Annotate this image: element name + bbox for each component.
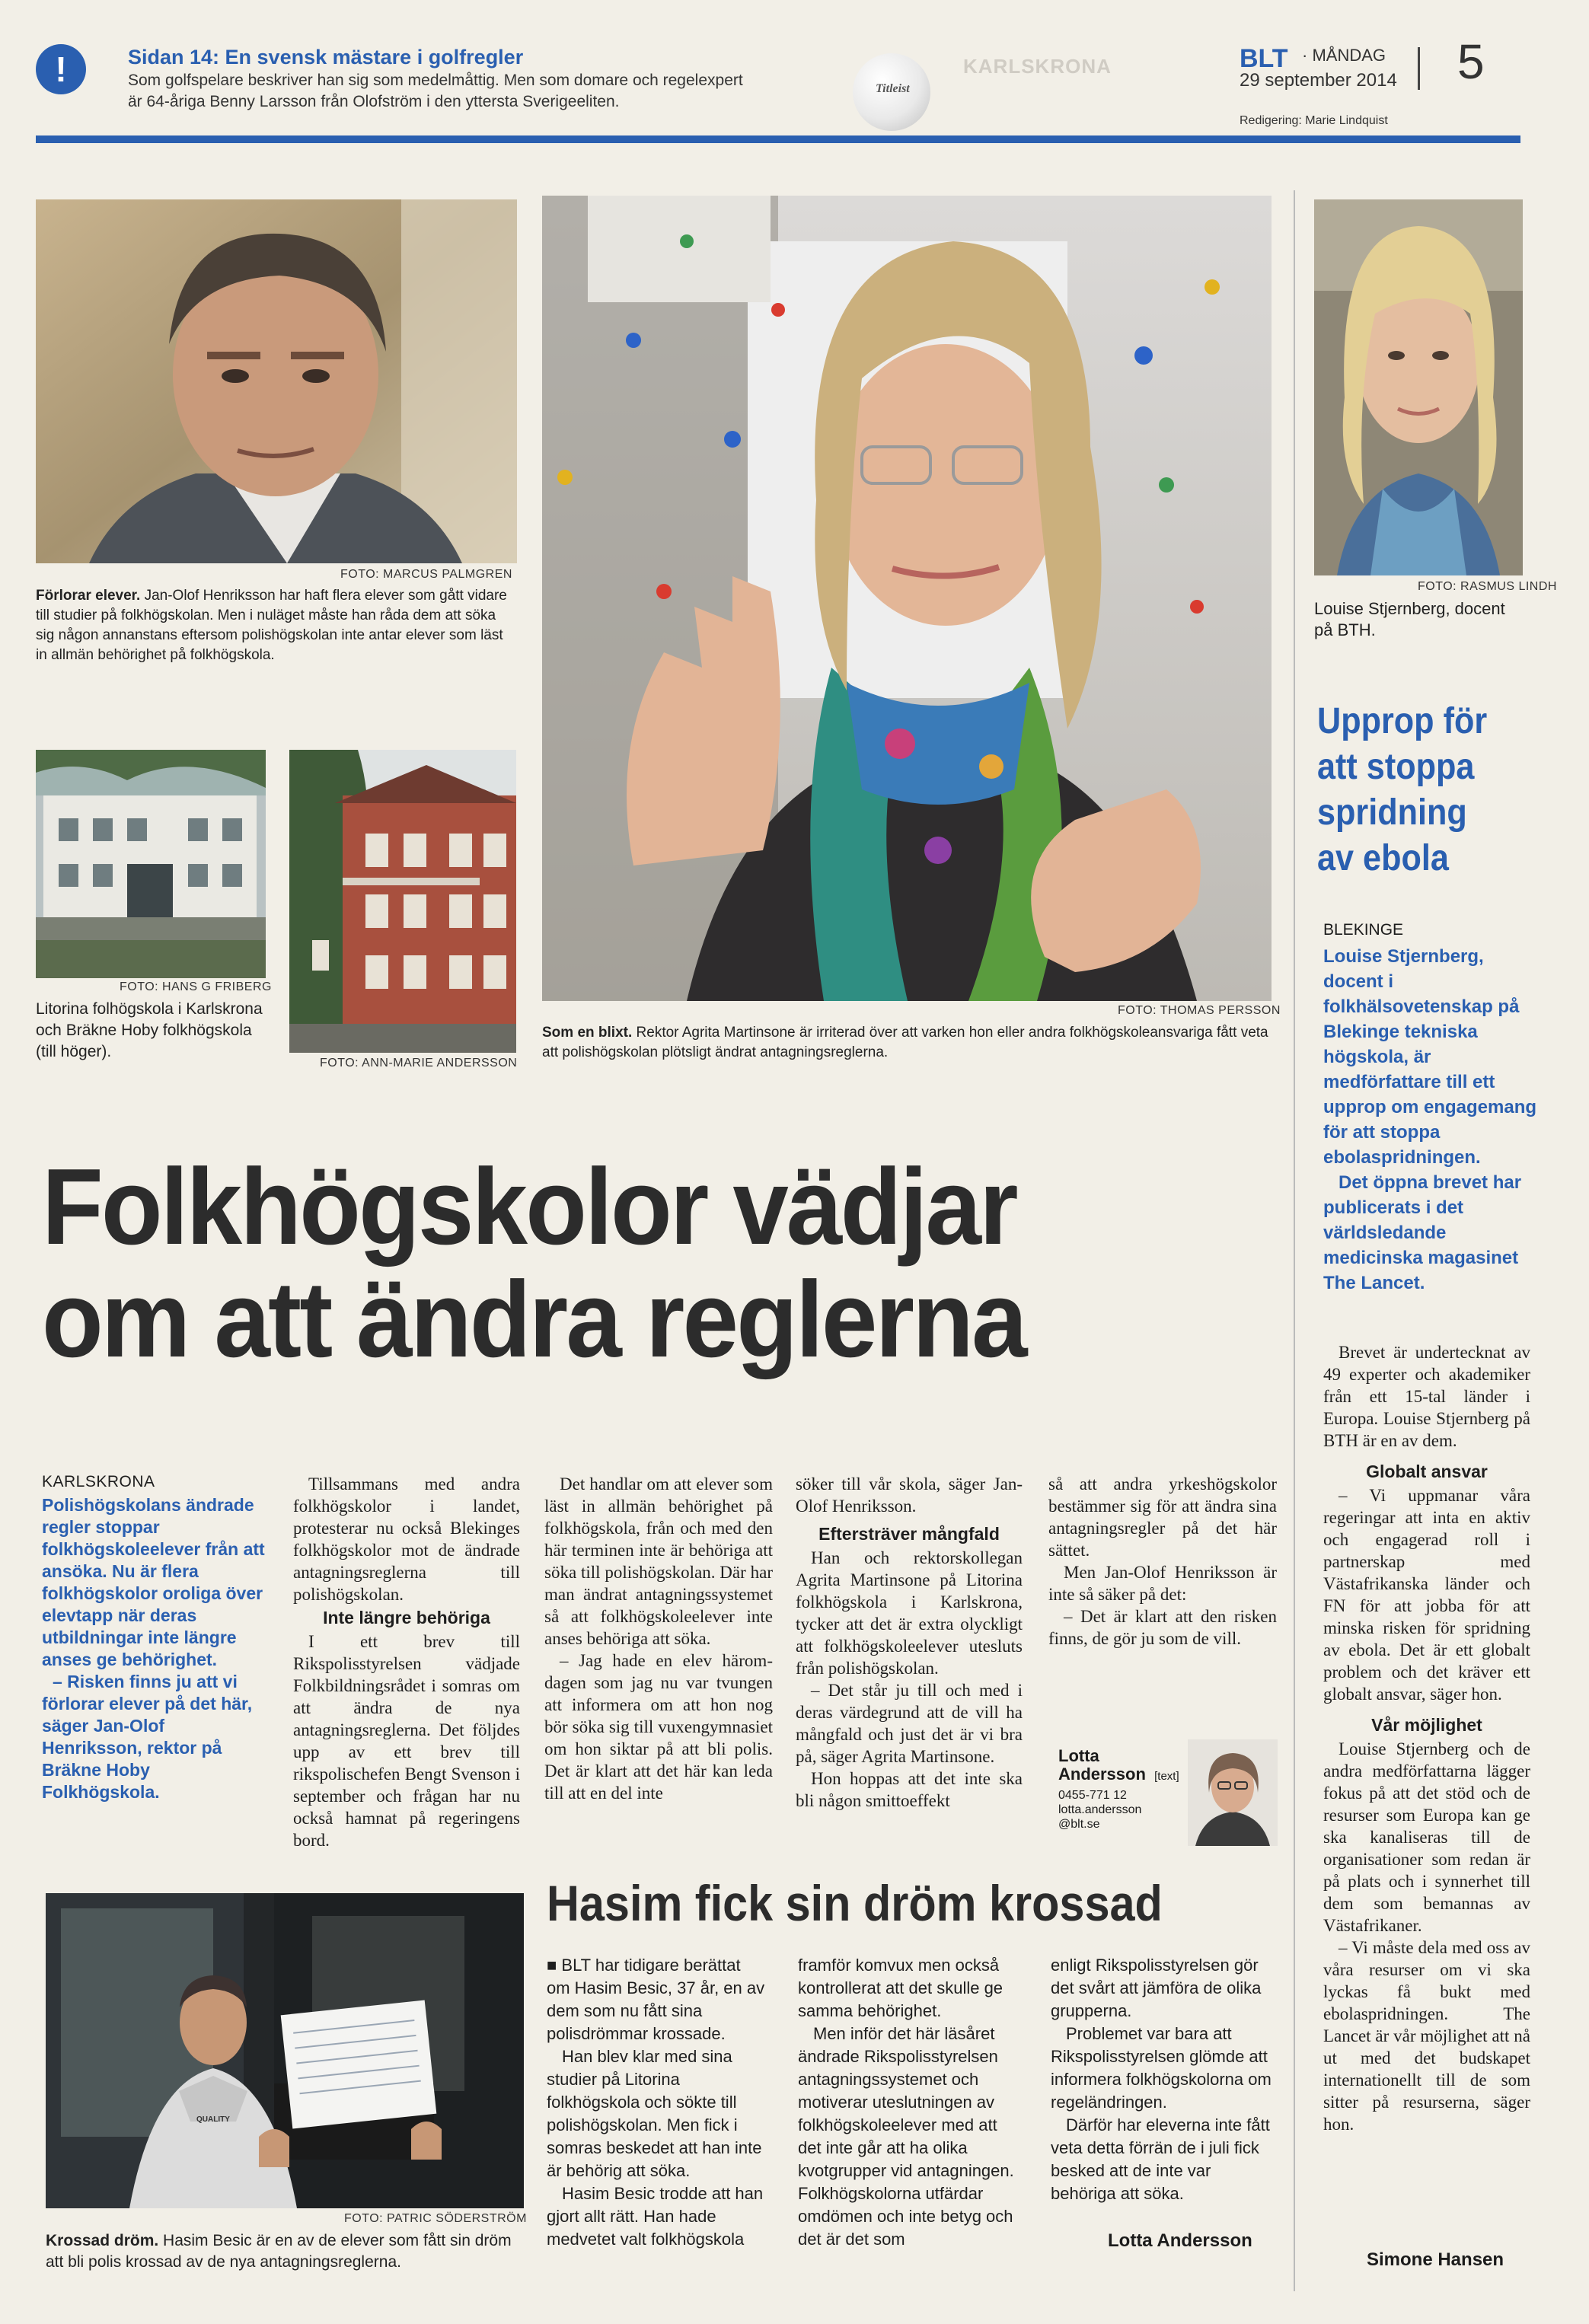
author-contact [1058, 1788, 1141, 1831]
headline-line: Upprop för [1317, 701, 1488, 741]
photo-hasim-besic [46, 1893, 524, 2208]
author-name [1058, 1747, 1179, 1786]
teaser-line: är 64-åriga Benny Larsson från Olofström i den yttersta Sverigeeliten. [128, 93, 620, 110]
dateline: KARLSKRONA [42, 1473, 155, 1490]
article-column-4 [796, 1473, 1023, 1812]
ingress-paragraph: Louise Stjernberg, docent i folkhälsovetenskap på Blekinge tekniska högskola, är medförfattare till ett upprop om engagemang för att stoppa ebolaspridningen. [1323, 946, 1537, 1168]
body-paragraph: Därför har eleverna inte fått veta detta förrän de i juli fick besked att de inte var behöriga att söka. [1051, 2115, 1270, 2203]
ebola-ingress [1323, 944, 1536, 1296]
ebola-subheading: Vår möjlighet [1371, 1715, 1482, 1735]
photo-litorina-folkhogskola [36, 750, 266, 978]
photo-credit: FOTO: THOMAS PERSSON [1118, 1004, 1281, 1017]
caption-lead: Krossad dröm. [46, 2232, 159, 2249]
hasim-byline: Lotta Andersson [1108, 2230, 1252, 2251]
photo-brakne-hoby-folkhogskola [289, 750, 516, 1053]
caption-litorina: Litorina folhögskola i Karlskrona och Bräkne Hoby folkhögskola (till höger). [36, 1000, 263, 1060]
caption-rektor [542, 1023, 1272, 1063]
author-email[interactable]: lotta.andersson [1058, 1803, 1142, 1816]
body-paragraph: Han blev klar med sina studier på Litorina folkhögskola och sökte till polishögskolan. Men fick i somras beskedet att han inte är behörig att söka. [547, 2047, 762, 2180]
body-paragraph: Problemet var bara att Rikspolisstyrelsen glömde att informera folkhögskolorna om regeländringen. [1051, 2024, 1272, 2112]
header-rule [36, 135, 1520, 143]
teaser-body [128, 70, 828, 113]
author-name-text: Lotta Andersson [1058, 1746, 1146, 1784]
headline-line: av ebola [1317, 838, 1449, 878]
author-role: [text] [1154, 1770, 1179, 1783]
body-paragraph: – Jag hade en elev häromdagen som jag nu var tvungen att informera om att hon nog bör söka sig till vuxengymnasiet om hon siktar på att bli polis. Det är klart att det här kan leda till att en del inte [544, 1651, 773, 1803]
main-headline[interactable] [42, 1146, 1026, 1380]
page-number: 5 [1457, 34, 1485, 89]
author-email[interactable]: @blt.se [1058, 1818, 1100, 1831]
body-paragraph: – Vi måste dela med oss av våra resurser om vi ska lyckas få bukt med ebolaspridningen. The Lancet är vår möjlighet att nå ut med det budskapet internationellt till de som sitter på resurserna, säger hon. [1323, 1938, 1530, 2134]
issue-date: 29 september 2014 [1240, 70, 1397, 91]
article-subheading: Eftersträver mångfald [818, 1524, 1000, 1544]
photo-louise-stjernberg [1314, 199, 1523, 575]
body-paragraph: I ett brev till Rikspolisstyrelsen vädjade Folkbildningsrådet i somras om att ändra de nya antagningsreglerna. Det följdes upp av ett brev till rikspolischefen Bengt Svenson i september och frågan har nu också hamnat på regeringens bord. [293, 1632, 520, 1850]
sidebar-divider [1294, 190, 1295, 2291]
article-column-1 [42, 1473, 269, 1803]
ingress-paragraph: Det öppna brevet har publicerats i det världsledande medicinska magasinet The Lancet. [1323, 1172, 1522, 1293]
body-paragraph: Louise Stjernberg och de andra medförfattarna lägger fokus på att det stöd och de resurser som Europa kan ge ska kanaliseras till de organisationer som redan är på plats och i synnerhet till dem som bemannas av Västafrikaner. [1323, 1739, 1530, 1935]
article-ingress-quote: – Risken finns ju att vi förlorar elever på det här, säger Jan-Olof Henriksson, rektor på Bräkne Hoby Folkhögskola. [42, 1672, 253, 1802]
body-paragraph: söker till vår skola, säger Jan-Olof Henriksson. [796, 1474, 1023, 1516]
divider [1418, 47, 1420, 90]
ebola-dateline: BLEKINGE [1323, 921, 1404, 939]
teaser-line: Som golfspelare beskriver han sig som medelmåttig. Men som domare och regelexpert [128, 72, 743, 89]
body-paragraph: Hon hoppas att det inte ska bli någon smittoeffekt [796, 1769, 1023, 1810]
body-paragraph: Tillsammans med andra folkhögskolor i landet, protesterar nu också Blekinges folkhögskolor mot de ändrade antagningsreglerna till polishögskolan. [293, 1474, 520, 1604]
photo-credit: FOTO: PATRIC SÖDERSTRÖM [344, 2212, 527, 2225]
body-paragraph: Men inför det här läsåret ändrade Rikspolisstyrelsen antagningssystemet och motiverar uteslutningen av folkhögskoleelever med att det inte går att ha olika kvotgrupper vid antagningen. Folkhögskolorna utfärdar omdömen och inte betyg och det är det som [798, 2024, 1014, 2249]
ebola-headline[interactable] [1317, 699, 1487, 881]
body-paragraph: Hasim Besic trodde att han gjort allt rätt. Han hade medvetet valt folkhögskola [547, 2184, 764, 2249]
blt-logo: BLT [1240, 44, 1288, 73]
caption-hasim [46, 2230, 524, 2273]
photo-credit: FOTO: RASMUS LINDH [1418, 580, 1557, 593]
photo-jan-olof-henriksson [36, 199, 517, 563]
editor-credit: Redigering: Marie Lindquist [1240, 114, 1388, 127]
article-subheading: Inte längre behöriga [323, 1608, 490, 1627]
hasim-column-3 [1051, 1954, 1278, 2205]
hasim-column-2 [798, 1954, 1023, 2251]
article-ingress: Polishögskolans ändrade regler stoppar folkhögskoleelever från att ansöka. Nu är flera folkhögskolor oroliga över elevtapp när deras utbildningar inte längre anses ge behörighet. [42, 1495, 265, 1669]
body-paragraph: – Det står ju till och med i deras värdegrund att de vill ha mångfald och just det är vi bra på, säger Agrita Martinsone. [796, 1681, 1023, 1766]
body-paragraph: enligt Rikspolisstyrelsen gör det svårt att jämföra de olika grupperna. [1051, 1956, 1262, 2020]
caption-man [36, 586, 517, 665]
caption-lead: Som en blixt. [542, 1025, 633, 1041]
photo-credit: FOTO: ANN-MARIE ANDERSSON [320, 1057, 518, 1070]
author-box [1058, 1739, 1279, 1846]
article-column-3 [544, 1473, 773, 1804]
headline-line: Folkhögskolor vädjar [42, 1146, 1016, 1267]
body-paragraph: Det handlar om att elever som läst in allmän behörighet på folkhögskola, från och med den här terminen inte är behöriga att söka till polishögskolan. Där har man ändrat antagningssystemet så att folkhögskoleelever inte anses behöriga att söka. [544, 1474, 773, 1648]
alert-icon: ! [36, 44, 86, 94]
article-column-2 [293, 1473, 520, 1851]
photo-agrita-martinsone [542, 196, 1272, 1001]
photo-credit: FOTO: MARCUS PALMGREN [340, 568, 512, 581]
caption-text: Jan-Olof Henriksson har haft flera elever som gått vidare till studier på folkhögskolan. Men i nuläget måste han råda dem att söka sig någon annanstans eftersom polishögskolan inte antar elever som läst in allmän behörighet på folkhögskola. [36, 588, 507, 663]
caption-text: Rektor Agrita Martinsone är irriterad över att varken hon eller andra folkhögskoleansvariga fått veta att polishögskolan plötsligt ändrat antagningsreglerna. [542, 1025, 1268, 1060]
body-paragraph: – Vi uppmanar våra regeringar att inta en aktiv och engagerad roll i partnerskap med Västafrikanska länder och FN för att jobba för att minska risken för spridning av ebola. Det är ett globalt problem och det kräver ett globalt ansvar, säger hon. [1323, 1486, 1530, 1704]
author-phone: 0455-771 12 [1058, 1789, 1127, 1802]
ebola-body [1323, 1341, 1530, 2135]
body-paragraph: så att andra yrkeshögskolor bestämmer sig för att ändra sina antagningsregler på det här sättet. [1048, 1474, 1277, 1560]
caption-lead: Förlorar elever. [36, 588, 141, 604]
hasim-column-1 [547, 1954, 767, 2251]
body-paragraph: framför komvux men också kontrollerat att det skulle ge samma behörighet. [798, 1956, 1003, 2020]
body-paragraph: Brevet är undertecknat av 49 experter och akademiker från ett 15-tal länder i Europa. Louise Stjernberg på BTH är en av dem. [1323, 1343, 1530, 1450]
faded-masthead: KARLSKRONA [963, 55, 1112, 78]
body-paragraph: Men Jan-Olof Henriksson är inte så säker på det: [1048, 1563, 1277, 1604]
headline-line: om att ändra reglerna [42, 1259, 1026, 1380]
ebola-byline: Simone Hansen [1367, 2249, 1504, 2270]
hasim-headline[interactable]: Hasim fick sin dröm krossad [547, 1875, 1163, 1931]
body-paragraph: – Det är klart att den risken finns, de gör ju som de vill. [1048, 1607, 1277, 1648]
body-paragraph: ■ BLT har tidigare berättat om Hasim Besic, 37 år, en av dem som nu fått sina polisdrömmar krossade. [547, 1956, 765, 2043]
article-column-5 [1048, 1473, 1277, 1650]
photo-credit: FOTO: HANS G FRIBERG [120, 980, 272, 993]
ebola-subheading: Globalt ansvar [1366, 1462, 1488, 1481]
body-paragraph: Han och rektorskollegan Agrita Martinsone på Litorina folkhögskola i Karlskrona, tycker att det är extra olyckligt att folkhögskoleelever utesluts från polishögskolan. [796, 1548, 1023, 1678]
svg-text:QUALITY: QUALITY [196, 2115, 230, 2124]
golfball-brand: Titleist [876, 82, 910, 95]
weekday: · MÅNDAG [1302, 46, 1386, 65]
caption-text: Hasim Besic är en av de elever som fått sin dröm att bli polis krossad av de nya antagningsreglerna. [46, 2232, 512, 2271]
teaser-title[interactable]: Sidan 14: En svensk mästare i golfregler [128, 46, 524, 69]
author-avatar [1188, 1739, 1278, 1846]
headline-line: att stoppa [1317, 747, 1475, 787]
headline-line: spridning [1317, 792, 1467, 833]
caption-louise: Louise Stjernberg, docent på BTH. [1314, 599, 1505, 639]
